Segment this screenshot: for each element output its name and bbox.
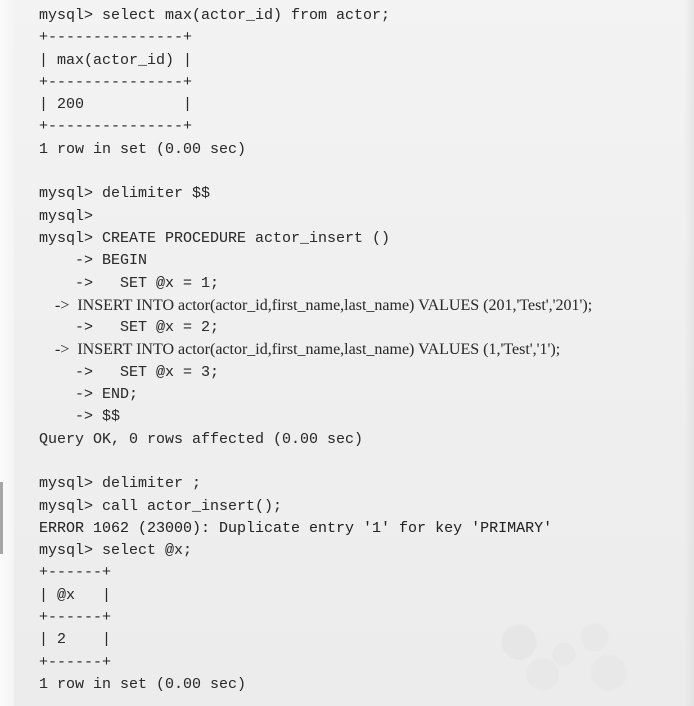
terminal-line: mysql> delimiter ; <box>39 475 202 493</box>
terminal-line: +---------------+ <box>39 29 193 47</box>
terminal-line: mysql> call actor_insert(); <box>39 497 283 515</box>
terminal-line: mysql> select max(actor_id) from actor; <box>39 7 391 24</box>
terminal-blank-line <box>39 161 684 183</box>
terminal-line: | @x | <box>39 586 112 604</box>
terminal-line: -> INSERT INTO actor(actor_id,first_name,last_name) VALUES (1,'Test','1'); <box>39 341 561 359</box>
terminal-line: +---------------+ <box>39 118 193 136</box>
terminal-line: 1 row in set (0.00 sec) <box>39 675 247 693</box>
terminal-line: -> BEGIN <box>39 252 148 270</box>
terminal-line: 1 row in set (0.00 sec) <box>39 140 247 158</box>
terminal-line: mysql> delimiter $$ <box>39 185 211 203</box>
terminal-error-line: ERROR 1062 (23000): Duplicate entry '1' for key 'PRIMARY' <box>39 519 553 537</box>
terminal-line: | 2 | <box>39 631 112 649</box>
terminal-line: +---------------+ <box>39 73 193 91</box>
terminal-blank-line <box>39 451 684 473</box>
terminal-line: -> SET @x = 2; <box>39 319 220 337</box>
terminal-line: +------+ <box>39 609 112 627</box>
terminal-line: +------+ <box>39 564 112 582</box>
terminal-line: mysql> CREATE PROCEDURE actor_insert () <box>39 229 391 247</box>
terminal-line: | 200 | <box>39 96 193 114</box>
page-left-margin <box>0 0 14 706</box>
terminal-line: | max(actor_id) | <box>39 51 193 69</box>
terminal-line: -> INSERT INTO actor(actor_id,first_name,last_name) VALUES (201,'Test','201'); <box>39 296 593 314</box>
terminal-line: +------+ <box>39 653 112 671</box>
page-edge-mark <box>0 482 3 554</box>
terminal-line: mysql> <box>39 207 94 225</box>
terminal-line: -> SET @x = 1; <box>39 274 220 292</box>
terminal-line: -> $$ <box>39 408 121 426</box>
mysql-terminal-output <box>39 0 684 706</box>
terminal-line: -> END; <box>39 386 139 404</box>
terminal-line: -> SET @x = 3; <box>39 363 220 381</box>
terminal-line: Query OK, 0 rows affected (0.00 sec) <box>39 430 364 448</box>
page-right-shadow <box>684 0 694 706</box>
terminal-line: mysql> select @x; <box>39 542 193 560</box>
